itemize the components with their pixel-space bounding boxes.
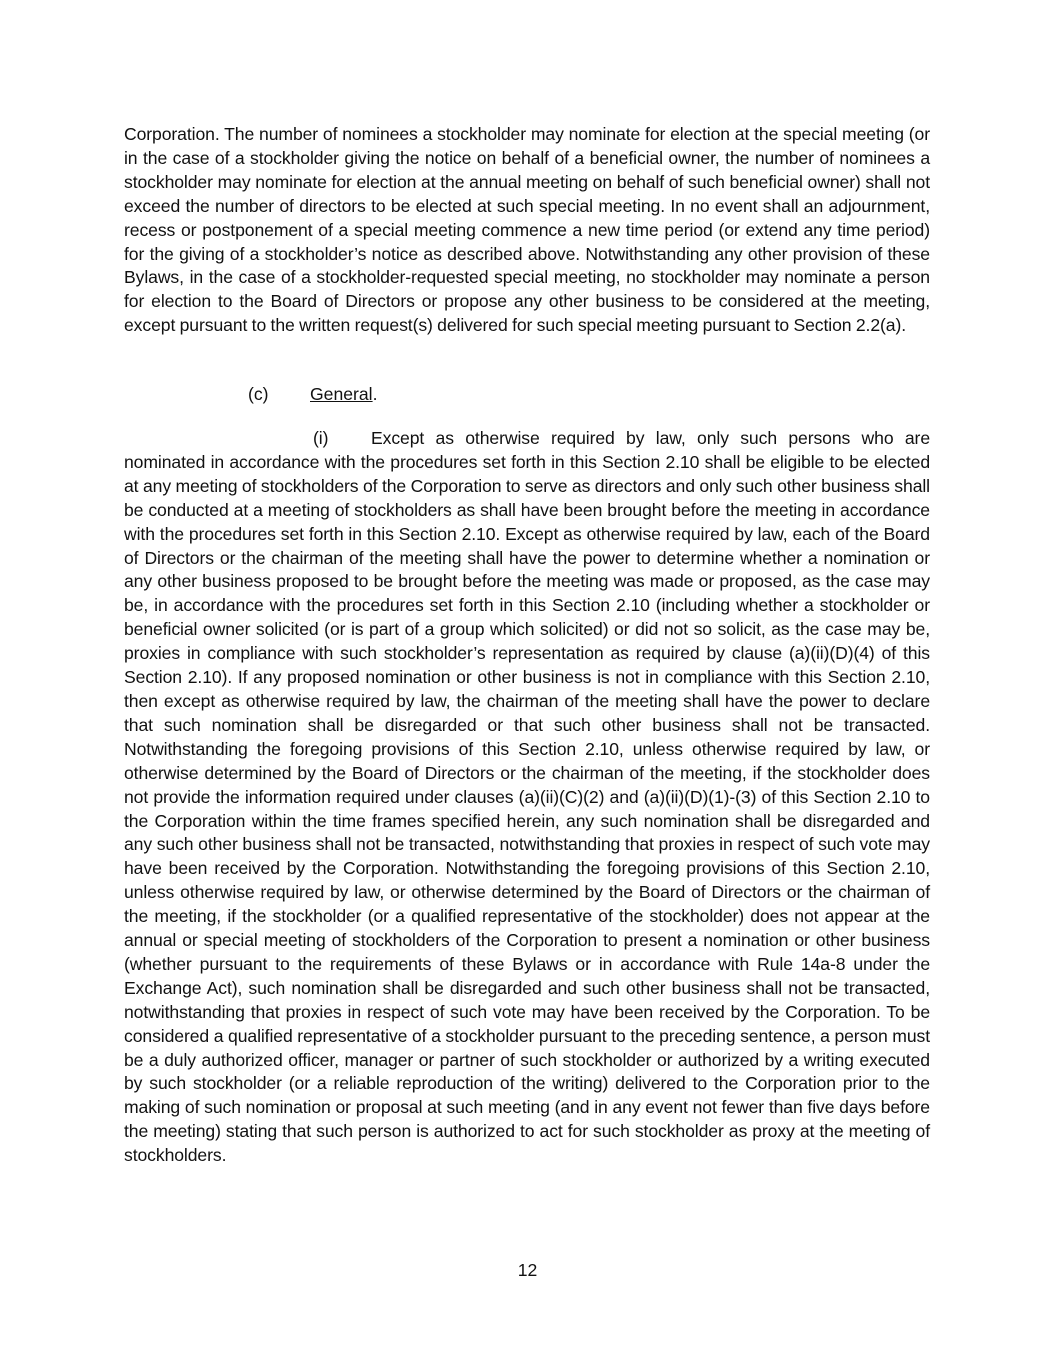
clause-i-paragraph	[124, 427, 930, 1168]
section-c-title-period: .	[372, 384, 378, 404]
continuation-paragraph: Corporation. The number of nominees a stockholder may nominate for election at the special meeting (or in the case of a stockholder giving the notice on behalf of a beneficial owner, the number of nominees a stockholder may nominate for election at the annual meeting on behalf of such beneficial owner) shall not exceed the number of directors to be elected at such special meeting. In no event shall an adjournment, recess or postponement of a special meeting commence a new time period (or extend any time period) for the giving of a stockholder’s notice as described above. Notwithstanding any other provision of these Bylaws, in the case of a stockholder-requested special meeting, no stockholder may nominate a person for election to the Board of Directors or propose any other business to be considered at the meeting, except pursuant to the written request(s) delivered for such special meeting pursuant to Section 2.2(a).	[124, 124, 930, 336]
page-number: 12	[517, 1260, 538, 1280]
clause-i-label: (i)	[313, 428, 329, 448]
clause-i-text: Except as otherwise required by law, only such persons who are nominated in accordance with the procedures set forth in this Section 2.10 shall be eligible to be elected at any meeting of stockholders of the Corporation to serve as directors and only such other business shall be conducted at a meeting of stockholders as shall have been brought before the meeting in accordance with the procedures set forth in this Section 2.10. Except as otherwise required by law, each of the Board of Directors or the chairman of the meeting shall have the power to determine whether a nomination or any other business proposed to be brought before the meeting was made or proposed, as the case may be, in accordance with the procedures set forth in this Section 2.10 (including whether a stockholder or beneficial owner solicited (or is part of a group which solicited) or did not so solicit, as the case may be, proxies in compliance with such stockholder’s representation as required by clause (a)(ii)(D)(4) of this Section 2.10). If any proposed nomination or other business is not in compliance with this Section 2.10, then except as otherwise required by law, the chairman of the meeting shall have the power to declare that such nomination shall be disregarded or that such other business shall not be transacted. Notwithstanding the foregoing provisions of this Section 2.10, unless otherwise required by law, or otherwise determined by the Board of Directors or the chairman of the meeting, if the stockholder does not provide the information required under clauses (a)(ii)(C)(2) and (a)(ii)(D)(1)-(3) of this Section 2.10 to the Corporation within the time frames specified herein, any such nomination shall be disregarded and any such other business shall not be transacted, notwithstanding that proxies in respect of such vote may have been received by the Corporation. Notwithstanding the foregoing provisions of this Section 2.10, unless otherwise required by law, or otherwise determined by the Board of Directors or the chairman of the meeting, if the stockholder (or a qualified representative of the stockholder) does not appear at the annual or special meeting of stockholders of the Corporation to present a nomination or other business (whether pursuant to the requirements of these Bylaws or in accordance with Rule 14a-8 under the Exchange Act), such nomination shall be disregarded and such other business shall not be transacted, notwithstanding that proxies in respect of such vote may have been received by the Corporation. To be considered a qualified representative of a stockholder pursuant to the preceding sentence, a person must be a duly authorized officer, manager or partner of such stockholder or authorized by a writing executed by such stockholder (or a reliable reproduction of the writing) delivered to the Corporation prior to the making of such nomination or proposal at such meeting (and in any event not fewer than five days before the meeting) stating that such person is authorized to act for such stockholder as proxy at the meeting of stockholders.	[124, 428, 930, 1166]
section-c-title: General	[310, 384, 373, 404]
section-c-heading	[248, 383, 377, 407]
section-c-label: (c)	[248, 384, 269, 404]
